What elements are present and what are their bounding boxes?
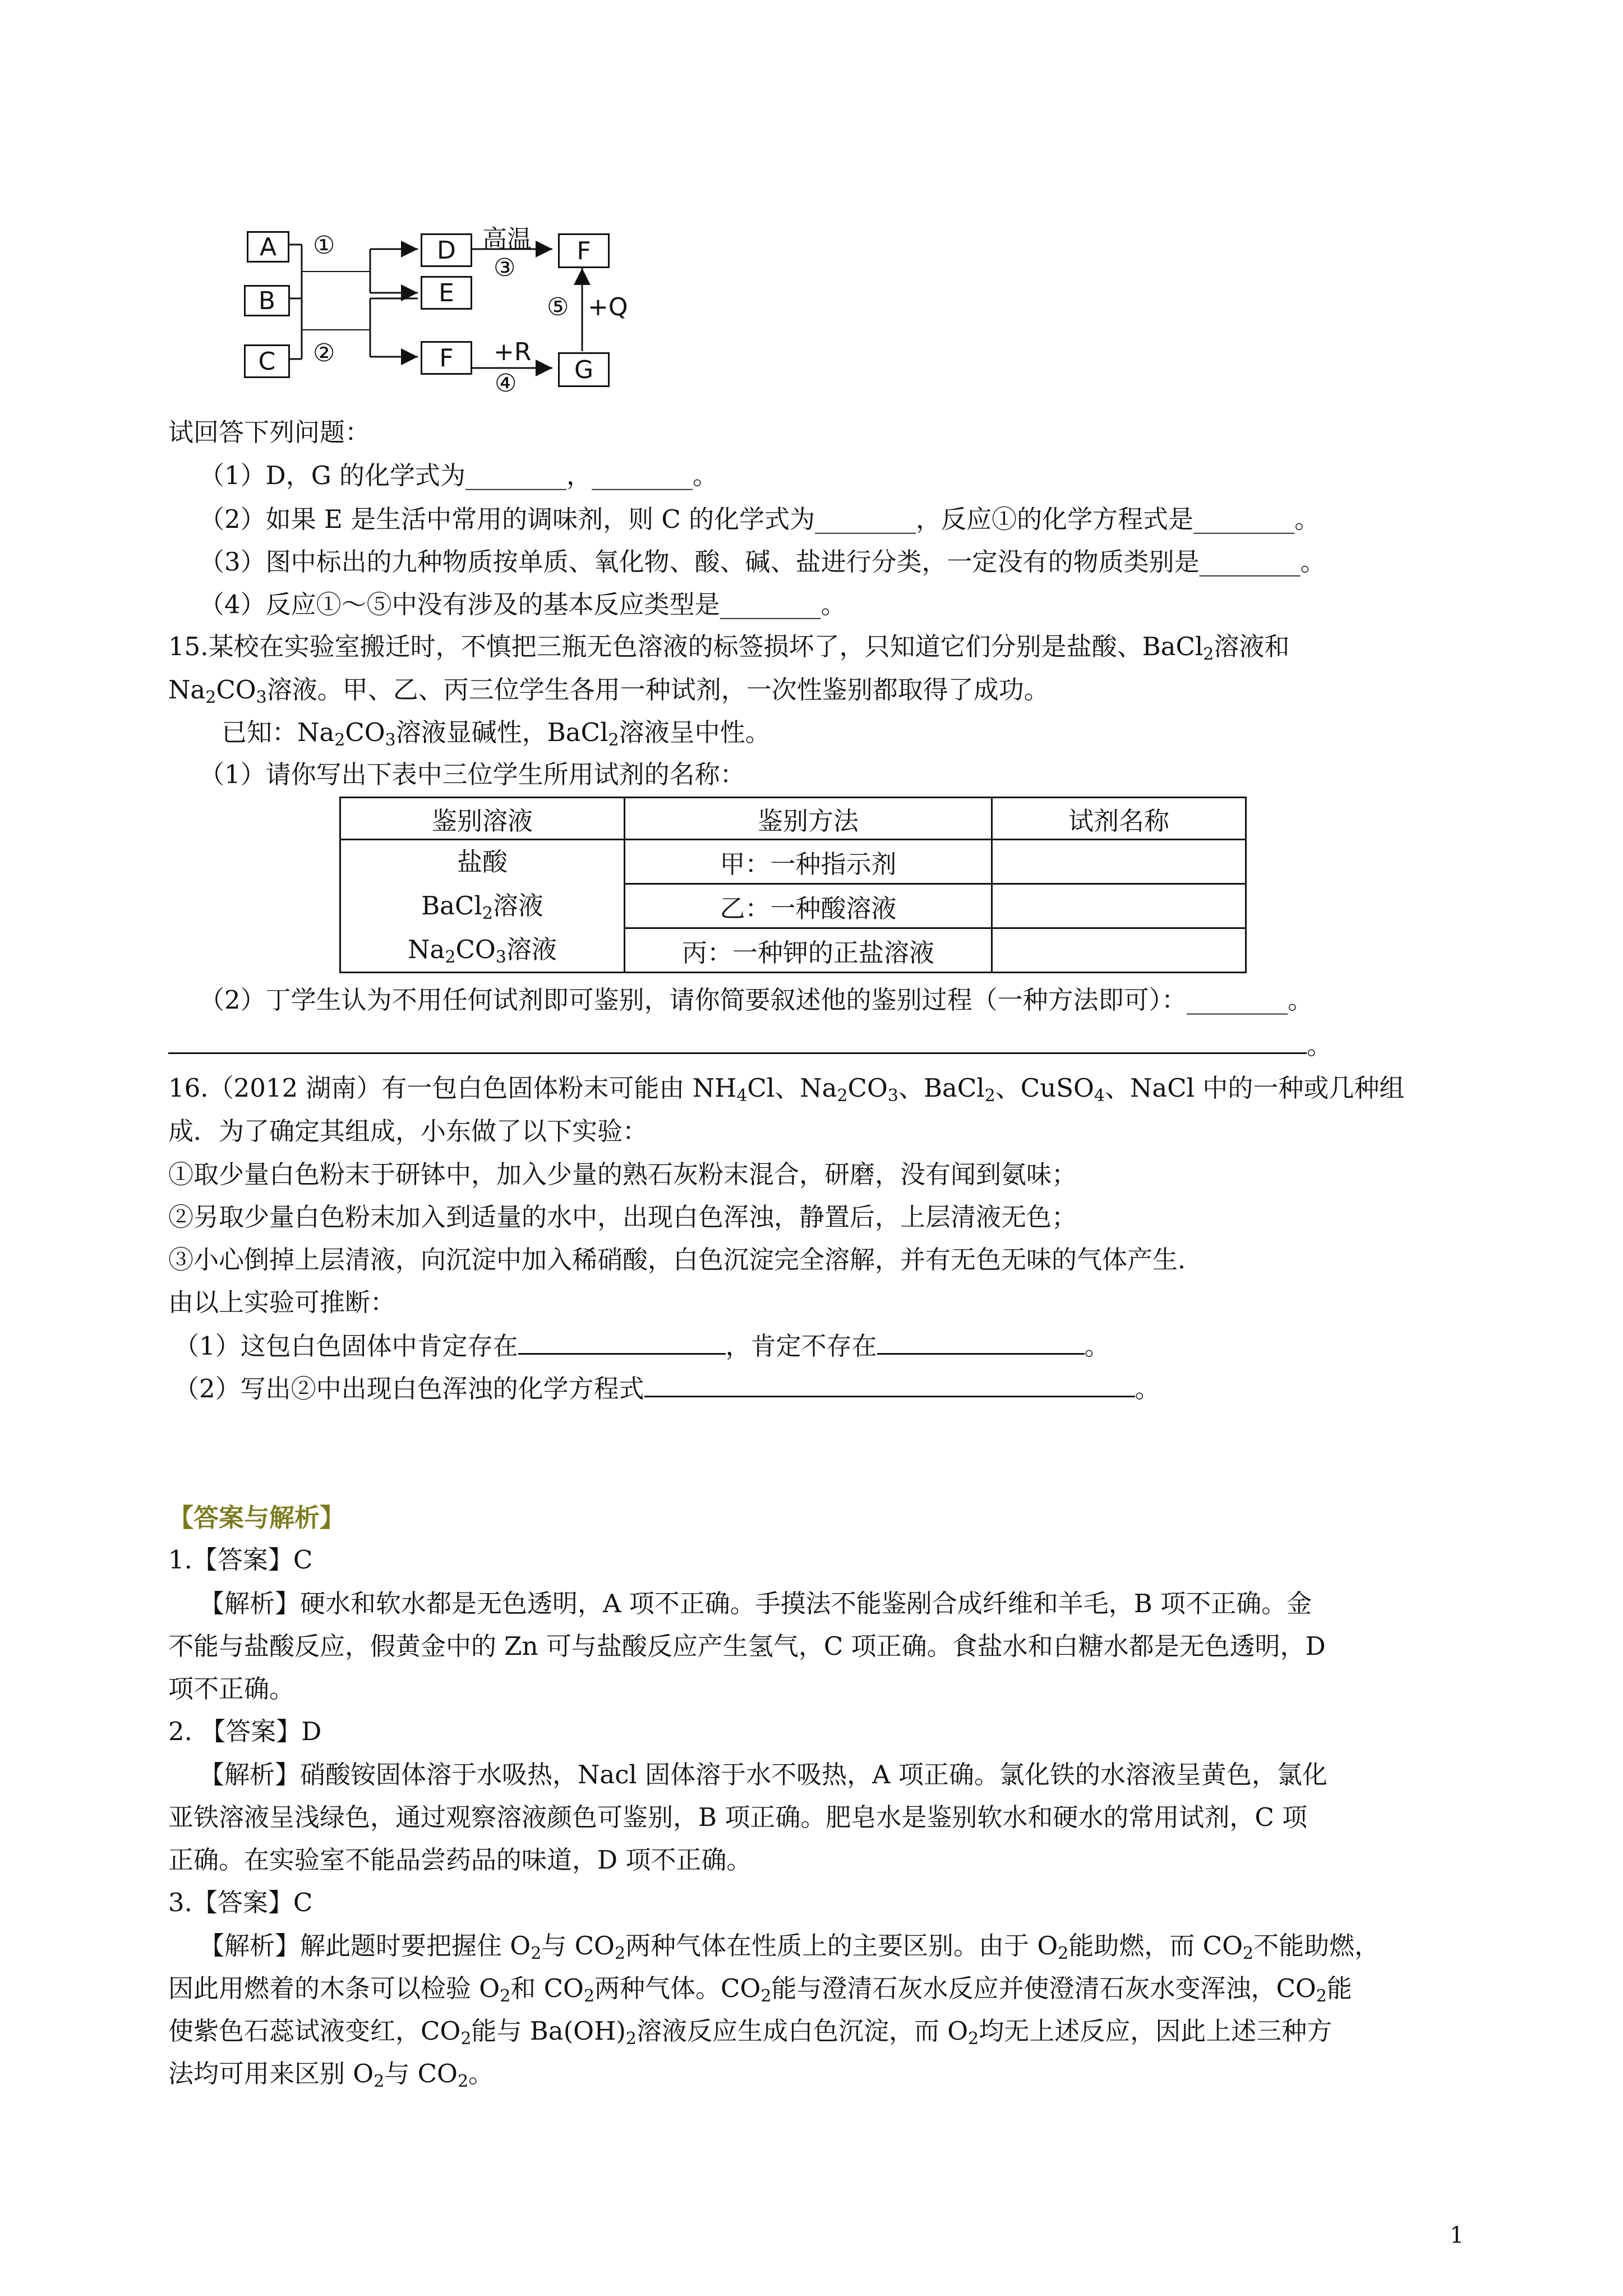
answer-2-explanation-1: 【解析】硝酸铵固体溶于水吸热，Nacl 固体溶于水不吸热，A 项正确。氯化铁的水溶液呈黄色，氯化 bbox=[199, 1760, 1327, 1789]
box-f-bottom: F bbox=[421, 341, 472, 375]
label-plus-q: +Q bbox=[588, 293, 628, 321]
method-cell: 丙：一种钾的正盐溶液 bbox=[625, 928, 992, 973]
reagent-answer-cell[interactable] bbox=[992, 840, 1246, 884]
label-reaction-3: ③ bbox=[494, 254, 516, 282]
q16-step-2: ②另取少量白色粉末加入到适量的水中，出现白色浑浊，静置后，上层清液无色； bbox=[168, 1202, 1077, 1232]
q15-part-2: （2）丁学生认为不用任何试剂即可鉴别，请你简要叙述他的鉴别过程（一种方法即可）：________。 bbox=[199, 985, 1313, 1015]
method-cell: 甲：一种指示剂 bbox=[625, 840, 992, 884]
answer-3: 3.【答案】C bbox=[168, 1888, 313, 1917]
box-d: D bbox=[421, 233, 472, 267]
box-g: G bbox=[558, 352, 610, 387]
label-reaction-5: ⑤ bbox=[547, 293, 569, 321]
label-reaction-2: ② bbox=[313, 339, 335, 367]
table-header-row bbox=[340, 798, 1246, 840]
q16-line-2: 成．为了确定其组成，小东做了以下实验： bbox=[168, 1116, 648, 1146]
answer-2-explanation-2: 亚铁溶液呈浅绿色，通过观察溶液颜色可鉴别，B 项正确。肥皂水是鉴别软水和硬水的常用试剂，C 项 bbox=[168, 1802, 1308, 1832]
q15-known: 已知：$Na_2CO_3$溶液显碱性，BaCl$_2$溶液呈中性。 bbox=[222, 717, 771, 750]
box-e: E bbox=[421, 276, 472, 310]
answer-3-explanation-3: 使紫色石蕊试液变红，$CO_2$能与 $Ba(OH)_2$溶液反应生成白色沉淀，而 $O_2$均无上述反应，因此上述三种方 bbox=[168, 2016, 1332, 2049]
answer-blank[interactable] bbox=[644, 1375, 1135, 1397]
solutions-cell bbox=[340, 840, 625, 973]
label-plus-r: +R bbox=[494, 338, 532, 366]
q15-part-1: （1）请你写出下表中三位学生所用试剂的名称： bbox=[199, 760, 745, 789]
q14-intro: 试回答下列问题： bbox=[168, 417, 371, 447]
header-solution: 鉴别溶液 bbox=[340, 798, 625, 840]
solution-bacl2: BaCl$_2$溶液 bbox=[421, 891, 543, 923]
reaction-flow-diagram bbox=[236, 220, 639, 398]
header-reagent: 试剂名称 bbox=[992, 798, 1246, 840]
q16-step-3: ③小心倒掉上层清液，向沉淀中加入稀硝酸，白色沉淀完全溶解，并有无色无味的气体产生． bbox=[168, 1245, 1204, 1274]
q16-conclude: 由以上实验可推断： bbox=[168, 1287, 396, 1317]
answer-blank[interactable] bbox=[168, 1032, 1307, 1054]
q14-part-3: （3）图中标出的九种物质按单质、氧化物、酸、碱、盐进行分类，一定没有的物质类别是________。 bbox=[199, 547, 1326, 577]
answer-2-explanation-3: 正确。在实验室不能品尝药品的味道，D 项不正确。 bbox=[168, 1845, 752, 1875]
label-high-temp: 高温 bbox=[482, 225, 532, 254]
box-c: C bbox=[244, 344, 290, 378]
solution-hcl: 盐酸 bbox=[457, 847, 508, 877]
reagent-answer-cell[interactable] bbox=[992, 928, 1246, 973]
q16-part-2: （2）写出②中出现白色浑浊的化学方程式 。 bbox=[174, 1374, 1160, 1404]
q14-part-4: （4）反应①～⑤中没有涉及的基本反应类型是________。 bbox=[199, 590, 846, 619]
reagent-answer-cell[interactable] bbox=[992, 884, 1246, 928]
table-row bbox=[340, 840, 1246, 884]
box-f-top: F bbox=[558, 233, 610, 268]
answer-3-explanation-1: 【解析】解此题时要把握住 $O_2$与 $CO_2$两种气体在性质上的主要区别。由于 $O_2$能助燃，而 $CO_2$不能助燃， bbox=[199, 1931, 1380, 1963]
q15-line-2: $Na_2CO_3$溶液。甲、乙、丙三位学生各用一种试剂，一次性鉴别都取得了成功。 bbox=[168, 675, 1049, 707]
q16-step-1: ①取少量白色粉末于研钵中，加入少量的熟石灰粉末混合，研磨，没有闻到氨味； bbox=[168, 1159, 1077, 1189]
label-reaction-1: ① bbox=[313, 231, 335, 260]
q14-part-1: （1）D，G 的化学式为________，________。 bbox=[199, 461, 718, 490]
answer-3-explanation-2: 因此用燃着的木条可以检验 $O_2$和 $CO_2$两种气体。$CO_2$能与澄清石灰水反应并使澄清石灰水变浑浊，$CO_2$能 bbox=[168, 1973, 1352, 2006]
q15-line-1: 15.某校在实验室搬迁时，不慎把三瓶无色溶液的标签损坏了，只知道它们分别是盐酸、BaCl$_2$溶液和 bbox=[168, 632, 1290, 664]
box-a: A bbox=[247, 231, 289, 263]
answer-2: 2. 【答案】D bbox=[168, 1717, 322, 1746]
answer-3-explanation-4: 法均可用来区别 $O_2$与 $CO_2$。 bbox=[168, 2059, 494, 2091]
q14-part-2: （2）如果 E 是生活中常用的调味剂，则 C 的化学式为________，反应①的化学方程式是________。 bbox=[199, 504, 1320, 534]
answer-1-explanation-1: 【解析】硬水和软水都是无色透明，A 项不正确。手摸法不能鉴剐合成纤维和羊毛，B 项不正确。金 bbox=[199, 1589, 1312, 1618]
q15-part-2-answer-line: 。 bbox=[168, 1032, 1332, 1058]
answer-blank[interactable] bbox=[518, 1333, 726, 1355]
answer-blank[interactable] bbox=[877, 1333, 1085, 1355]
method-cell: 乙：一种酸溶液 bbox=[625, 884, 992, 928]
q16-part-1: （1）这包白色固体中肯定存在 ，肯定不存在 。 bbox=[174, 1331, 1110, 1361]
answer-1-explanation-3: 项不正确。 bbox=[168, 1674, 295, 1704]
reagent-table bbox=[339, 797, 1247, 973]
answer-1: 1.【答案】C bbox=[168, 1545, 313, 1575]
header-method: 鉴别方法 bbox=[625, 798, 992, 840]
label-reaction-4: ④ bbox=[495, 369, 517, 398]
answers-heading: 【答案与解析】 bbox=[168, 1503, 345, 1533]
q16-line-1: 16.（2012 湖南）有一包白色固体粉末可能由 $NH_4Cl$、$Na_2CO_3$、BaCl$_2$、CuSO$_4$、NaCl 中的一种或几种组 bbox=[168, 1073, 1405, 1106]
answer-1-explanation-2: 不能与盐酸反应，假黄金中的 Zn 可与盐酸反应产生氢气，C 项正确。食盐水和白糖水都是无色透明，D bbox=[168, 1631, 1326, 1661]
solution-na2co3: $Na_2CO_3$溶液 bbox=[408, 935, 557, 967]
box-b: B bbox=[244, 285, 290, 316]
page-number: 1 bbox=[1450, 2223, 1464, 2248]
